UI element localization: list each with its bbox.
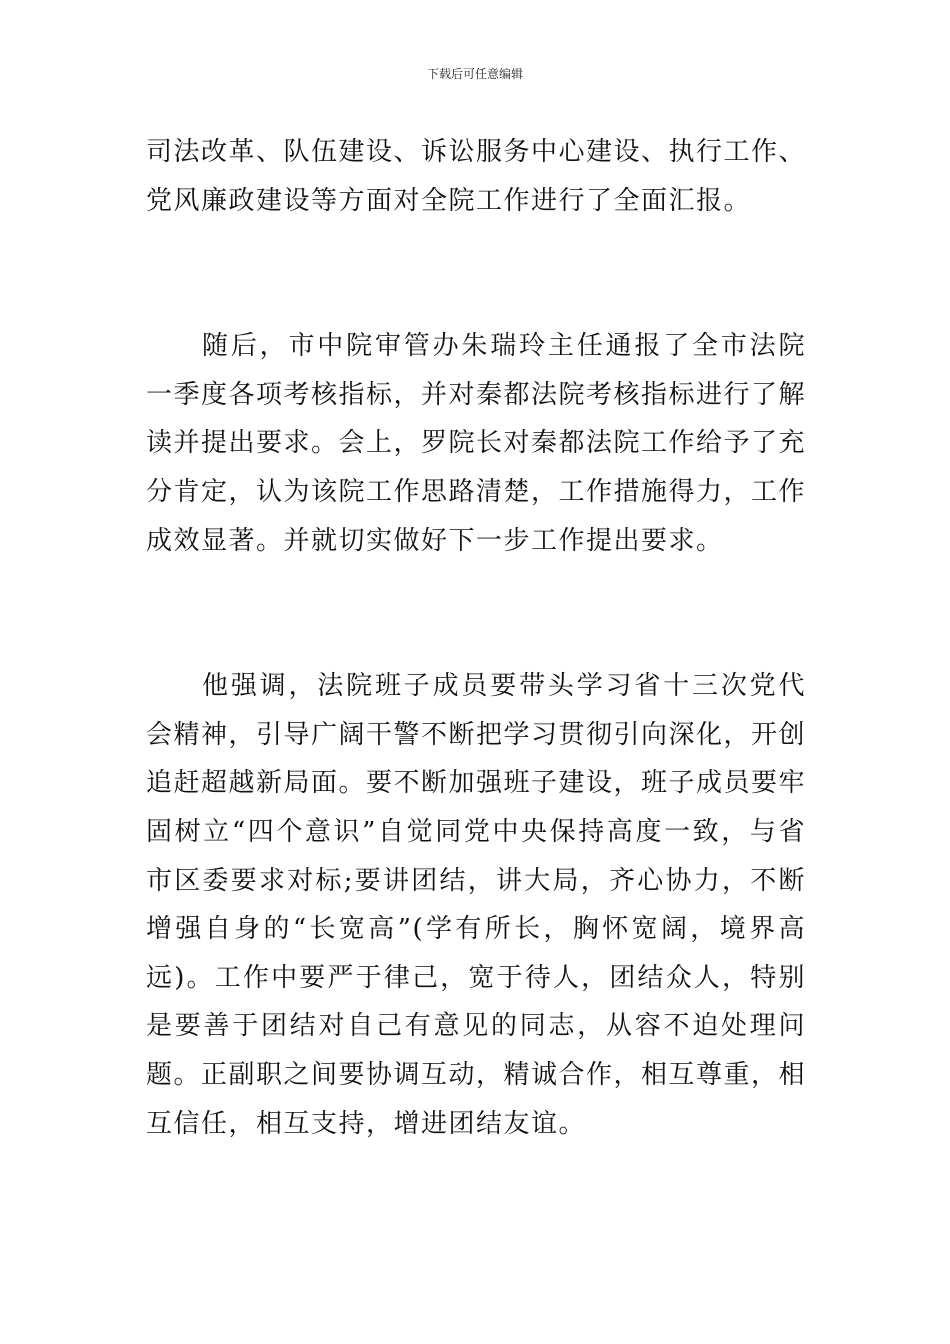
paragraph-spacer (146, 225, 806, 322)
page-header: 下载后可任意编辑 (426, 67, 523, 81)
paragraph-report: 随后，市中院审管办朱瑞玲主任通报了全市法院一季度各项考核指标，并对秦都法院考核指标进行了解读并提出要求。会上，罗院长对秦都法院工作给予了充分肯定，认为该院工作思路清楚，工作措施得力，工作成效显著。并就切实做好下一步工作提出要求。 (146, 331, 807, 556)
paragraph-continued: 司法改革、队伍建设、诉讼服务中心建设、执行工作、党风廉政建设等方面对全院工作进行了全面汇报。 (146, 137, 807, 216)
paragraph-emphasis: 他强调，法院班子成员要带头学习省十三次党代会精神，引导广阔干警不断把学习贯彻引向深化，开创追赶超越新局面。要不断加强班子建设，班子成员要牢固树立“四个意识”自觉同党中央保持高度一致，与省市区委要求对标;要讲团结，讲大局，齐心协力，不断增强自身的“长宽高”(学有所长，胸怀宽阔，境界高远)。工作中要严于律己，宽于待人，团结众人，特别是要善于团结对自己有意见的同志，从容不迫处理问题。正副职之间要协调互动，精诚合作，相互尊重，相互信任，相互支持，增进团结友谊。 (146, 671, 807, 1139)
paragraph-spacer (146, 565, 806, 662)
document-body (146, 128, 806, 1148)
